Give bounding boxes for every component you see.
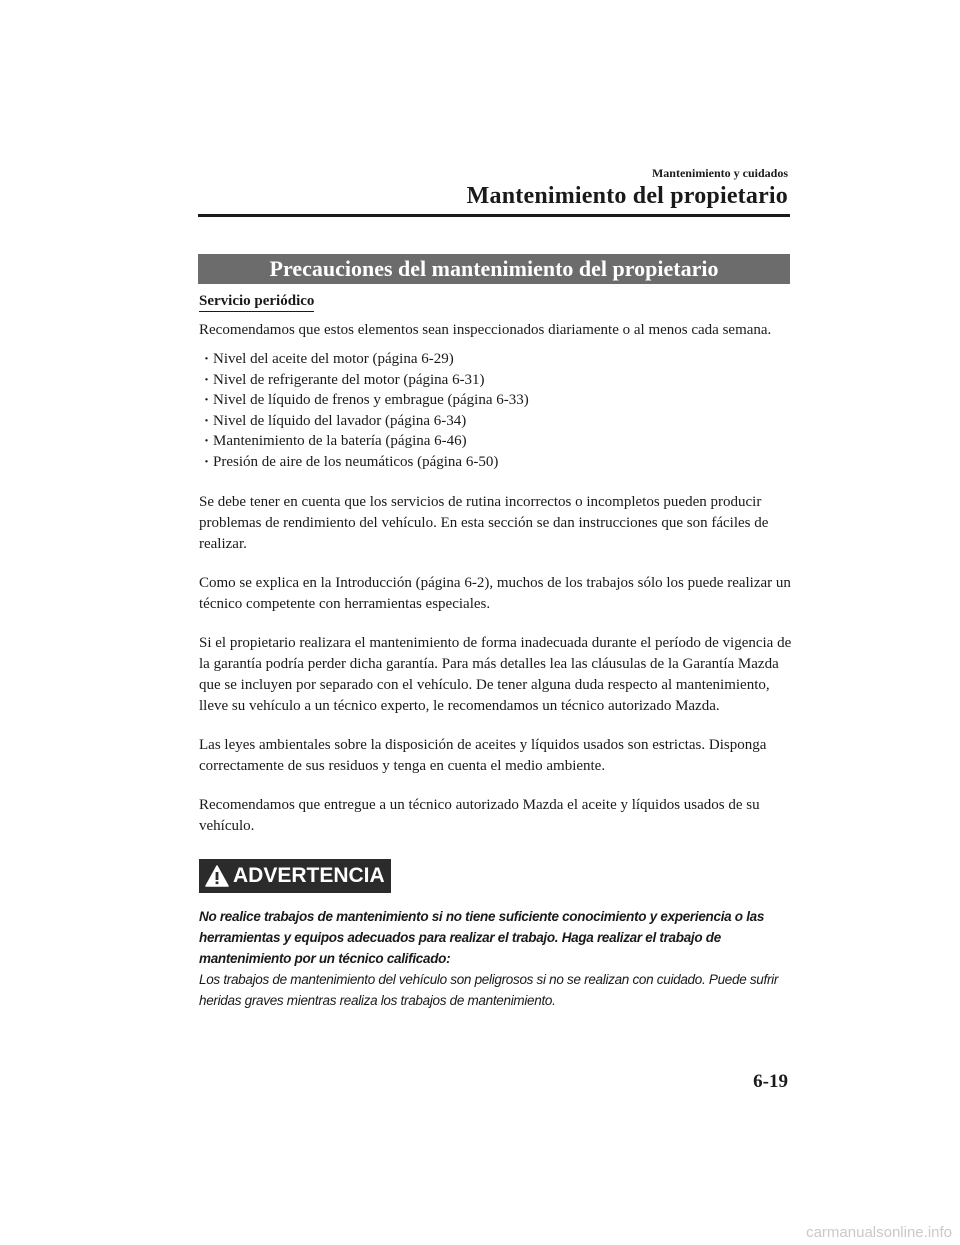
checklist-item: · Mantenimiento de la batería (página 6-46)	[204, 431, 799, 452]
body-content	[199, 320, 799, 855]
warning-bold-text: No realice trabajos de mantenimiento si no tiene suficiente conocimiento y experiencia o las herramientas y equipos adecuados para realizar el trabajo. Haga realizar el trabajo de mantenimiento por un técnico calificado:	[199, 909, 765, 966]
checklist	[199, 349, 799, 472]
header-divider	[198, 214, 790, 217]
paragraph-environment: Las leyes ambientales sobre la disposición de aceites y líquidos usados son estrictas. Disponga correctamente de sus residuos y tenga en cuenta el medio ambiente.	[199, 737, 767, 774]
warning-text	[199, 906, 799, 1011]
warning-badge	[199, 859, 391, 893]
watermark: carmanualsonline.info	[806, 1224, 952, 1241]
checklist-item: · Nivel de líquido de frenos y embrague (página 6-33)	[204, 390, 799, 411]
paragraph-used-fluids: Recomendamos que entregue a un técnico autorizado Mazda el aceite y líquidos usados de su vehículo.	[199, 797, 760, 834]
checklist-item: · Presión de aire de los neumáticos (página 6-50)	[204, 452, 799, 473]
section-title: Precauciones del mantenimiento del propietario	[198, 254, 790, 284]
paragraph-warranty: Si el propietario realizara el mantenimiento de forma inadecuada durante el período de vigencia de la garantía podría perder dicha garantía. Para más detalles lea las cláusulas de la Garantía Mazda que se incluyen por separado con el vehículo. De tener alguna duda respecto al mantenimiento, lleve su vehículo a un técnico experto, le recomendamos un técnico autorizado Mazda.	[199, 635, 792, 714]
paragraph-special-tools: Como se explica en la Introducción (página 6-2), muchos de los trabajos sólo los puede realizar un técnico competente con herramientas especiales.	[199, 575, 791, 612]
warning-label: ADVERTENCIA	[233, 864, 385, 887]
chapter-header: Mantenimiento y cuidados	[651, 166, 788, 180]
checklist-item: · Nivel del aceite del motor (página 6-29)	[204, 349, 799, 370]
checklist-item: · Nivel de refrigerante del motor (página 6-31)	[204, 370, 799, 391]
section-header: Mantenimiento del propietario	[466, 183, 788, 209]
subheading: Servicio periódico	[199, 293, 314, 312]
intro-paragraph: Recomendamos que estos elementos sean inspeccionados diariamente o al menos cada semana.	[199, 322, 772, 338]
checklist-item: · Nivel de líquido del lavador (página 6-34)	[204, 411, 799, 432]
warning-triangle-icon	[205, 865, 229, 887]
paragraph-routine-service: Se debe tener en cuenta que los servicios de rutina incorrectos o incompletos pueden producir problemas de rendimiento del vehículo. En esta sección se dan instrucciones que son fáciles de realizar.	[199, 494, 769, 552]
page-number: 6-19	[753, 1071, 788, 1092]
warning-detail-text: Los trabajos de mantenimiento del vehículo son peligrosos si no se realizan con cuidado. Puede sufrir heridas graves mientras realiza los trabajos de mantenimiento.	[199, 972, 779, 1008]
